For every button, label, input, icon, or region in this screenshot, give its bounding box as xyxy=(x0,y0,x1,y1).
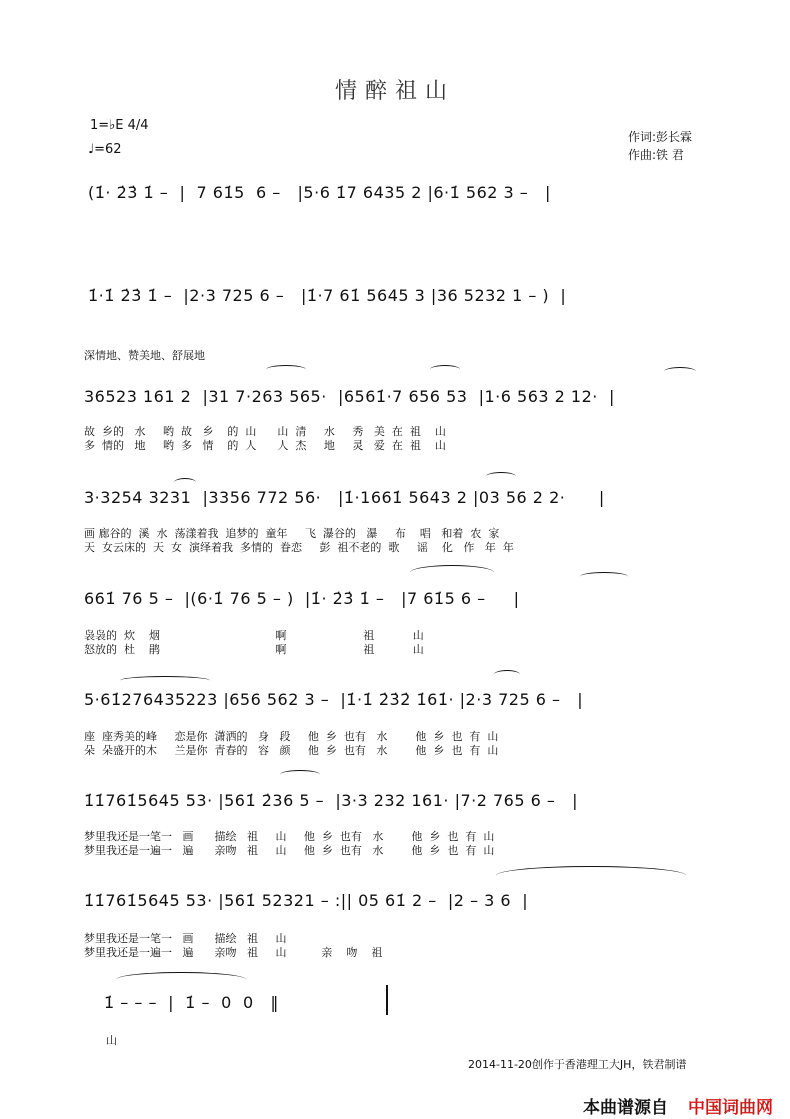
slur-mark xyxy=(410,565,494,580)
notation-system-2: 1̇·1̇ 2̇3̇ 1̇ – |2·3 725 6 – |1̇·7 61̇ 5645 3 |36 5232 1 – ) | xyxy=(88,286,567,305)
lyric-line: 画 廊谷的 溪 水 荡漾着我 追梦的 童年 飞 瀑谷的 瀑 布 唱 和着 农 家 xyxy=(84,527,500,540)
slur-mark xyxy=(664,367,696,376)
lyric-line: 天 女云床的 天 女 演绎着我 多情的 眷恋 彭 祖不老的 歌 谣 化 作 年 年 xyxy=(84,541,514,554)
slur-mark xyxy=(486,472,516,481)
notation-system-4: 3·3254 3231 |3356 772 56· |1̇·1661̇ 5643 2 |03 56 2 2· | xyxy=(84,488,605,507)
lyric-line: 梦里我还是一遍一 遍 亲吻 祖 山 他 乡 也有 水 他 乡 也 有 山 xyxy=(84,844,495,857)
notation-system-3: 36523 161 2 |31 7·263 565· |6561̇·7 656 53 |1·6 563 2 12· | xyxy=(84,387,615,406)
lyric-line: 怒放的 杜 鹃 啊 祖 山 xyxy=(84,643,424,656)
page-title: 情醉祖山 xyxy=(334,79,455,104)
notation-system-6: 5·61̇276435223 |656 562 3 – |1̇·1̇ 2̇3̇2̇ 1̇61̇· |2·3 725 6 – | xyxy=(84,690,584,709)
footer-note: 2014-11-20创作于香港理工大JH，铁君制谱 xyxy=(468,1058,687,1071)
composer-credit: 作曲:铁 君 xyxy=(628,148,684,162)
lyric-line: 故 乡的 水 哟 故 乡 的 山 山 清 水 秀 美 在 祖 山 xyxy=(84,425,446,438)
notation-system-5: 661̇ 76 5 – |(6·1̇ 76 5 – ) |1̇· 2̇3̇ 1̇ – |7 61̇5 6 – | xyxy=(84,589,520,608)
slur-mark xyxy=(494,670,520,679)
notation-system-9: 1̇ – – – | 1̇ – 0 0 ‖ xyxy=(104,993,279,1012)
key-signature: 1=♭E 4/4 xyxy=(90,118,149,133)
lyric-line: 袅袅的 炊 烟 啊 祖 山 xyxy=(84,629,424,642)
lyric-line: 多 情的 地 哟 多 情 的 人 人 杰 地 灵 爱 在 祖 山 xyxy=(84,439,446,452)
slur-mark xyxy=(496,866,686,885)
final-barline xyxy=(386,985,388,1015)
lyric-line: 梦里我还是一笔一 画 描绘 祖 山 xyxy=(84,932,287,945)
lyric-line: 梦里我还是一笔一 画 描绘 祖 山 他 乡 也有 水 他 乡 也 有 山 xyxy=(84,830,495,843)
notation-system-8: 1̇1̇761̇5645 53· |561̇ 52321 – :|| 05 61̇ 2 – |2 – 3 6 | xyxy=(84,891,529,910)
source-label: 本曲谱源自 xyxy=(583,1098,668,1118)
lyric-line: 梦里我还是一遍一 遍 亲吻 祖 山 亲 吻 祖 xyxy=(84,946,383,959)
lyric-line: 座 座秀美的峰 恋是你 潇洒的 身 段 他 乡 也有 水 他 乡 也 有 山 xyxy=(84,730,499,743)
expression-note: 深情地、赞美地、舒展地 xyxy=(84,349,205,362)
notation-system-7: 1̇1̇761̇5645 53· |561̇ 2̇36 5 – |3·3 232 161· |7·2 765 6 – | xyxy=(84,791,579,810)
lyric-line: 山 xyxy=(106,1034,117,1047)
slur-mark xyxy=(580,572,628,581)
slur-mark xyxy=(280,770,320,779)
slur-mark xyxy=(430,365,460,374)
slur-mark xyxy=(116,972,246,987)
notation-system-1: (1̇· 2̇3̇ 1̇ – | 7 61̇5 6 – |5·6 1̇7 6435 2 |6·1̇ 562 3 – | xyxy=(88,183,551,202)
lyricist-credit: 作词:彭长霖 xyxy=(628,130,693,144)
tempo-marking: ♩=62 xyxy=(88,142,122,157)
lyric-line: 朵 朵盛开的木 兰是你 青春的 容 颜 他 乡 也有 水 他 乡 也 有 山 xyxy=(84,744,499,757)
slur-mark xyxy=(174,478,196,487)
site-logo[interactable]: 中国词曲网 xyxy=(688,1098,773,1118)
slur-mark xyxy=(120,676,210,685)
slur-mark xyxy=(266,365,306,374)
